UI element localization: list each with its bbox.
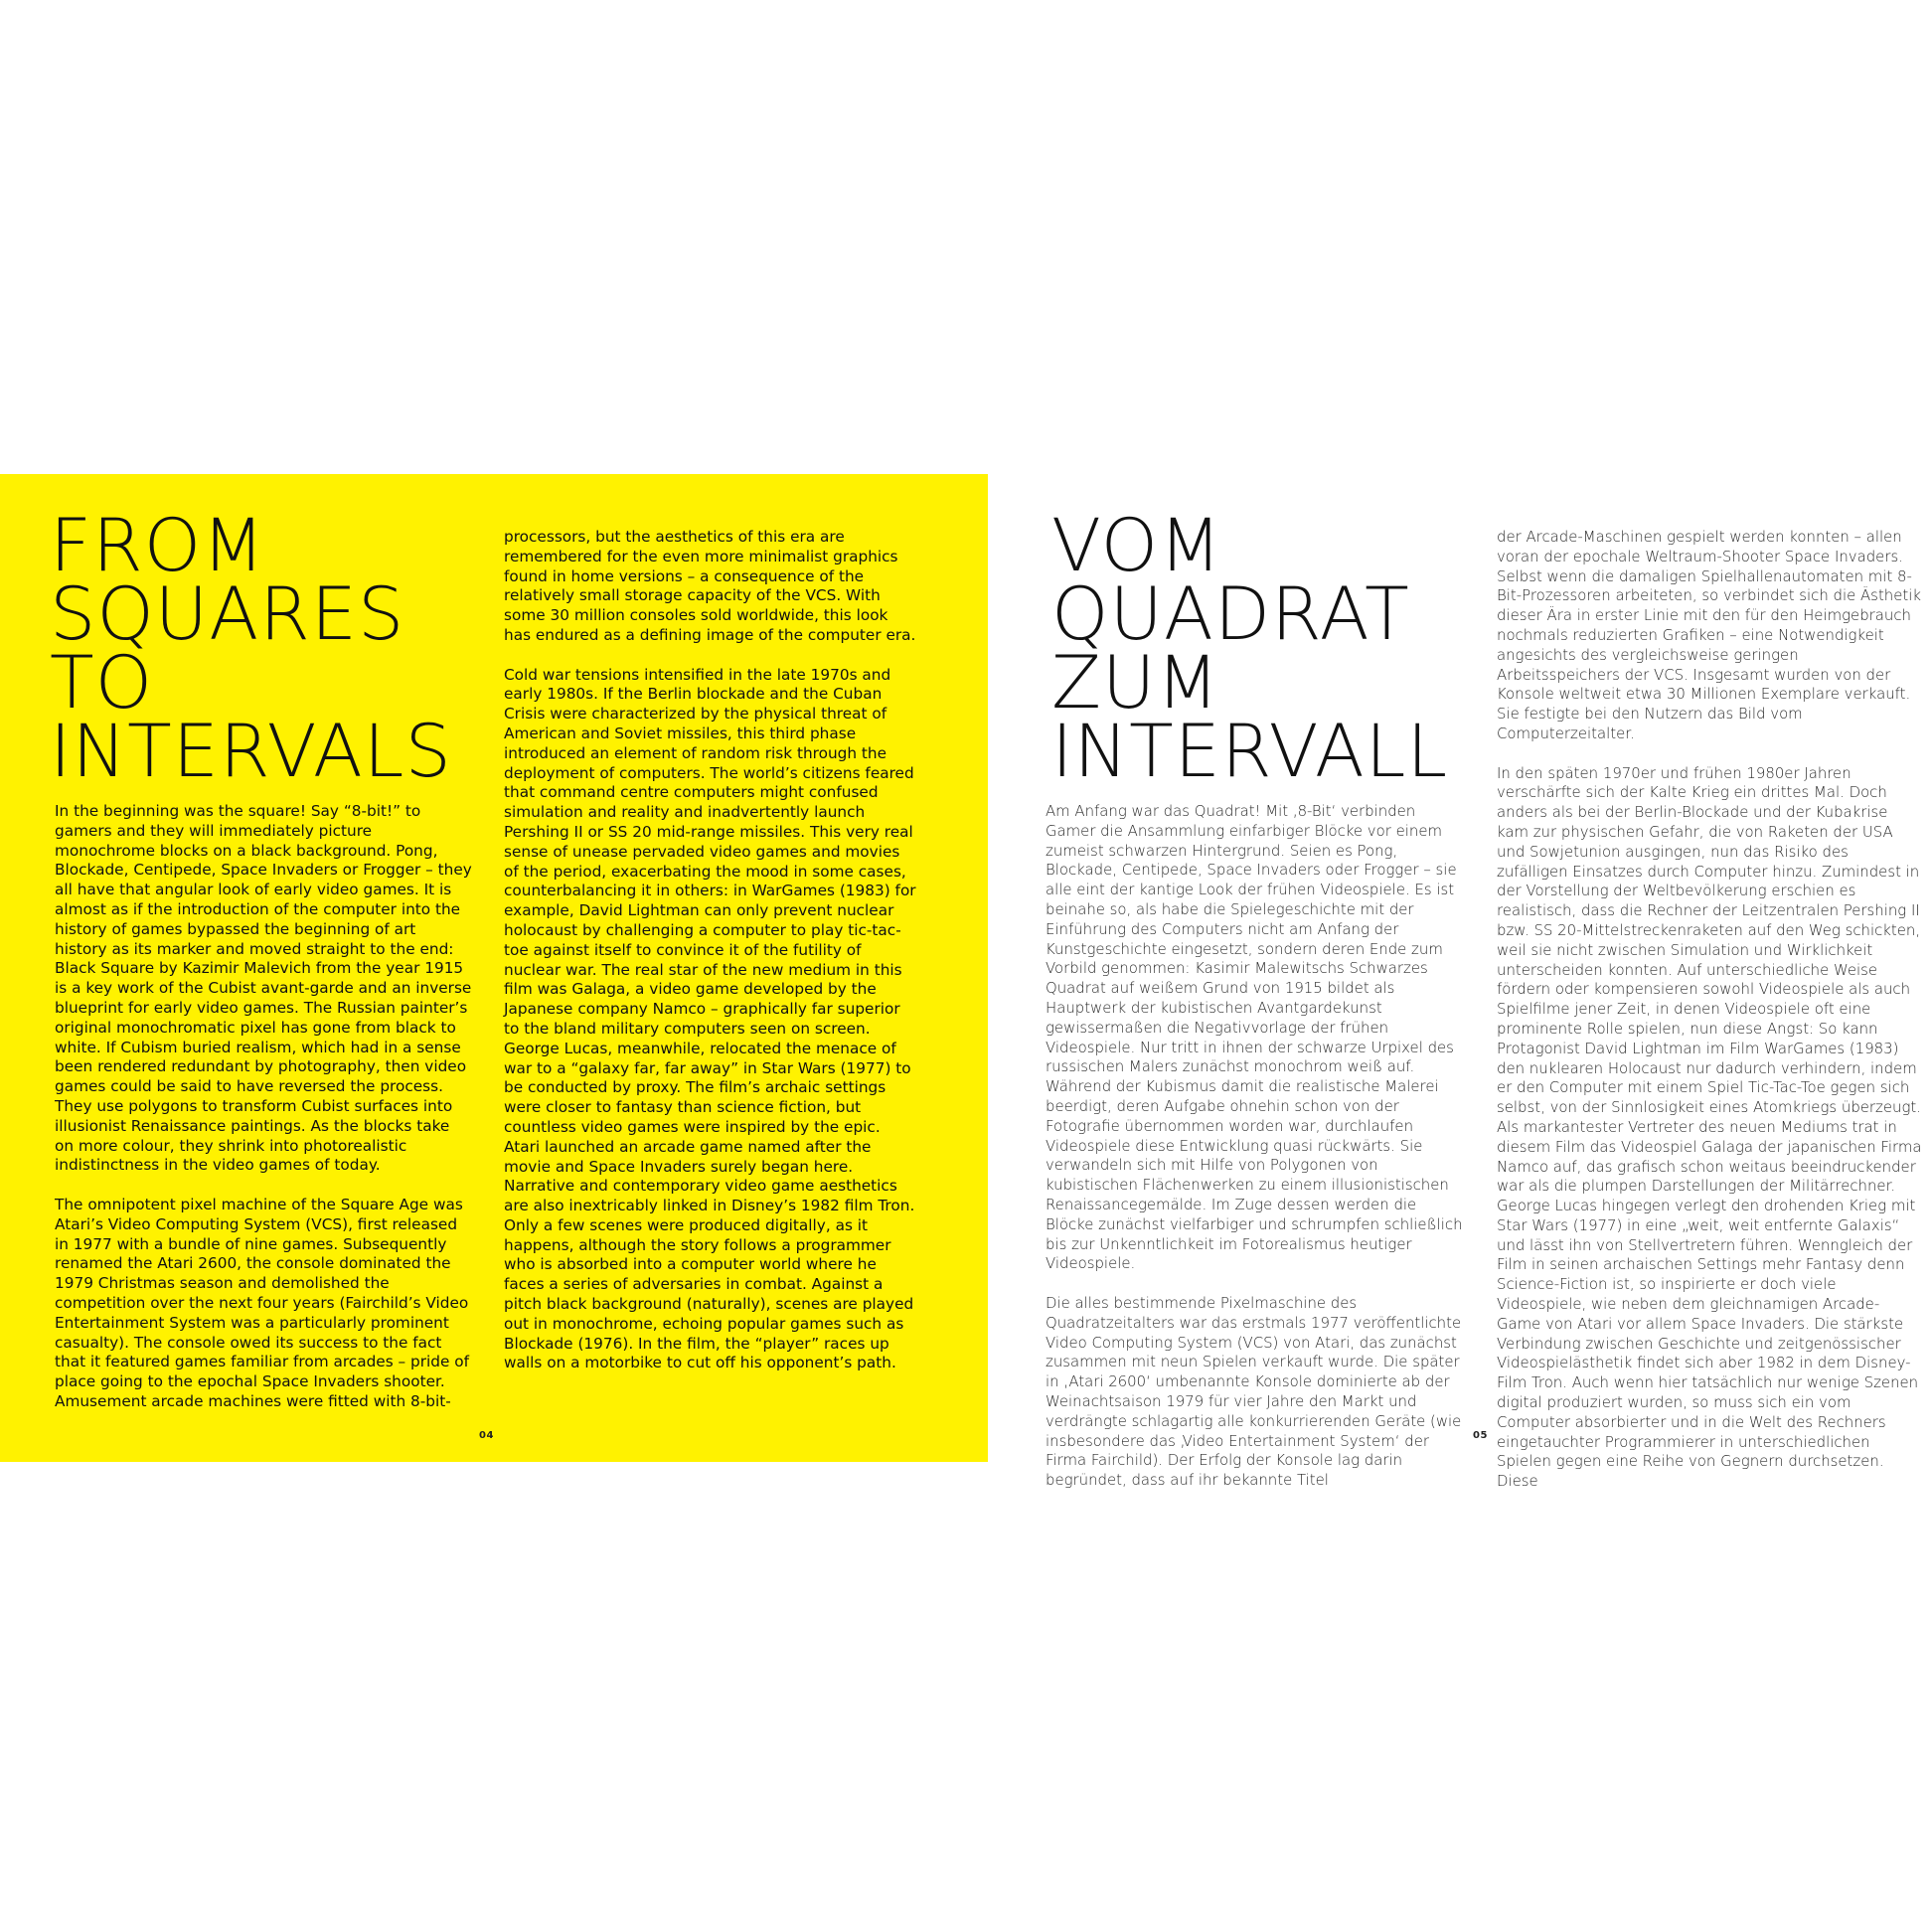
title-line: TO (50, 641, 154, 725)
title-line: ZUM (1051, 641, 1220, 725)
paragraph: The omnipotent pixel machine of the Square Age was Atari’s Video Computing System (VCS), first released in 1977 with a bundle of nine games. Subsequently renamed the Atari 2600, the console dominated the 1979 Christmas season and demolished the competition over the next four years (Fairchild’s Video Entertainment System was a particularly prominent casualty). The console owed its success to the fact that it featured games familiar from arcades – pride of place going to the epochal Space Invaders shooter. Amusement arcade machines were fitted with 8-bit- (55, 1195, 470, 1410)
title-line: VOM (1051, 504, 1223, 588)
left-column-2 (504, 528, 917, 1373)
paragraph: Die alles bestimmende Pixelmaschine des Quadratzeitalters war das erstmals 1977 veröffentlichte Video Computing System (VCS) von Atari, das zunächst zusammen mit neun Spielen verkauft wurde. Die später in ‚Atari 2600‘ umbenannte Konsole dominierte ab der Weinachtsaison 1979 für vier Jahre den Markt und verdrängte schlagartig alle konkurrierenden Geräte (wie insbesondere das ‚Video Entertainment System‘ der Firma Fairchild). Der Erfolg der Konsole lag darin begründet, dass auf ihr bekannte Titel (1046, 1293, 1462, 1490)
title-line: SQUARES (50, 572, 405, 657)
paragraph: processors, but the aesthetics of this era are remembered for the even more minimalist graphics found in home versions – a consequence of the relatively small storage capacity of the VCS. With some 30 million consoles sold worldwide, this look has endured as a defining image of the computer era. (504, 528, 916, 644)
paragraph: In den späten 1970er und frühen 1980er Jahren verschärfte sich der Kalte Krieg ein drittes Mal. Doch anders als bei der Berlin-Blockade und der Kubakrise kam zur physischen Gefahr, die von Raketen der USA und Sowjetunion ausgingen, nun das Risiko des zufälligen Einsatzes durch Computer hinzu. Zumindest in der Vorstellung der Weltbevölkerung erschien es realistisch, dass die Rechner der Leitzentralen Pershing II bzw. SS 20-Mittelstreckenraketen auf den Weg schickten, weil sie nicht zwischen Simulation und Wirklichkeit unterscheiden konnten. Auf unterschiedliche Weise fördern oder kompensieren sowohl Videospiele als auch Spielfilme jener Zeit, in denen Videospiele oft eine prominente Rolle spielen, nun diese Angst: So kann Protagonist David Lightman im Film WarGames (1983) den nuklearen Holocaust nur dadurch verhindern, indem er den Computer mit einem Spiel Tic-Tac-Toe gegen sich selbst, von der Sinnlosigkeit eines Atomkriegs überzeugt. Als markantester Vertreter des neuen Mediums trat in diesem Film das Videospiel Galaga der japanischen Firma Namco auf, das grafisch schon weitaus beeindruckender war als die plumpen Darstellungen der Militärrechner. George Lucas hingegen verlegt den drohenden Krieg mit Star Wars (1977) in eine „weit, weit entfernte Galaxis“ und lässt ihn von Stellvertretern führen. Wenngleich der Film in seinen archaischen Settings mehr Fantasy denn Science-Fiction ist, so inspirierte er doch viele Videospiele, wie neben dem gleichnamigen Arcade-Game von Atari vor allem Space Invaders. Die stärkste Verbindung zwischen Geschichte und zeitgenössischer Videospielästhetik findet sich aber 1982 in dem Disney-Film Tron. Auch wenn hier tatsächlich nur wenige Szenen digital produziert wurden, so muss sich ein vom Computer absorbierter und in die Welt des Rechners eingetauchter Programmierer in unterschiedlichen Spielen gegen eine Reihe von Gegnern durchsetzen. Diese (1497, 763, 1922, 1491)
right-page-german (988, 474, 1932, 1491)
paragraph: In the beginning was the square! Say “8-bit!” to gamers and they will immediately picture monochrome blocks on a black background. Pong, Blockade, Centipede, Space Invaders or Frogger – they all have that angular look of early video games. It is almost as if the introduction of the computer into the history of games bypassed the beginning of art history as its marker and moved straight to the end: Black Square by Kazimir Malevich from the year 1915 is a key work of the Cubist avant-garde and an inverse blueprint for early video games. The Russian painter’s original monochromatic pixel has gone from black to white. If Cubism buried realism, which had in a sense been rendered redundant by photography, then video games could be said to have reversed the process. They use polygons to transform Cubist surfaces into illusionist Renaissance paintings. As the blocks take on more colour, they shrink into photorealistic indistinctness in the video games of today. (55, 802, 472, 1175)
right-column-1 (1046, 802, 1463, 1491)
right-column-2 (1497, 528, 1922, 1492)
book-spread (0, 474, 1932, 1491)
title-line: INTERVALS (50, 710, 452, 794)
paragraph: Cold war tensions intensified in the late 1970s and early 1980s. If the Berlin blockade and the Cuban Crisis were characterized by the physical threat of American and Soviet missiles, this third phase introduced an element of random risk through the deployment of computers. The world’s citizens feared that command centre computers might confused simulation and reality and inadvertently launch Pershing II or SS 20 mid-range missiles. This very real sense of unease pervaded video games and movies of the period, exacerbating the mood in some cases, counterbalancing it in others: in WarGames (1983) for example, David Lightman can only prevent nuclear holocaust by challenging a computer to play tic-tac-toe against itself to convince it of the futility of nuclear war. The real star of the new medium in this film was Galaga, a video game developed by the Japanese company Namco – graphically far superior to the bland military computers seen on screen. George Lucas, meanwhile, relocated the menace of war to a “galaxy far, far away” in Star Wars (1977) to be conducted by proxy. The film’s archaic settings were closer to fantasy than science fiction, but countless video games were inspired by the epic. Atari launched an arcade game named after the movie and Space Invaders surely began here. Narrative and contemporary video game aesthetics are also inextricably linked in Disney’s 1982 film Tron. Only a few scenes were produced digitally, as it happens, although the story follows a programmer who is absorbed into a computer world where he faces a series of adversaries in combat. Against a pitch black background (naturally), scenes are played out in monochrome, echoing popular games such as Blockade (1976). In the film, the “player” races up walls on a motorbike to cut off his opponent’s path. (504, 665, 916, 1372)
page-number: 04 (479, 1430, 494, 1441)
right-page-title (1051, 504, 1449, 794)
title-line: FROM (50, 504, 266, 588)
title-line: INTERVALL (1051, 710, 1449, 794)
page-number: 05 (1473, 1430, 1488, 1441)
paragraph: Am Anfang war das Quadrat! Mit ‚8-Bit‘ verbinden Gamer die Ansammlung einfarbiger Blöcke vor einem zumeist schwarzen Hintergrund. Seien es Pong, Blockade, Centipede, Space Invaders oder Frogger – sie alle eint der kantige Look der frühen Videospiele. Es ist beinahe so, als habe die Spielegeschichte mit der Einführung des Computers nicht am Anfang der Kunstgeschichte eingesetzt, sondern deren Ende zum Vorbild genommen: Kasimir Malewitschs Schwarzes Quadrat auf weißem Grund von 1915 bildet als Hauptwerk der kubistischen Avantgardekunst gewissermaßen die Negativvorlage der frühen Videospiele. Nur tritt in ihnen der schwarze Urpixel des russischen Malers zunächst monochrom weiß auf. Während der Kubismus damit die realistische Malerei beerdigt, deren Aufgabe ohnehin schon von der Fotografie übernommen worden war, durchlaufen Videospiele diese Entwicklung quasi rückwärts. Sie verwandeln sich mit Hilfe von Polygonen von kubistischen Flächenwerken zu einem illusionistischen Renaissancegemälde. Im Zuge dessen werden die Blöcke zunächst vielfarbiger und schrumpfen schließlich bis zur Unkenntlichkeit im Fotorealismus heutiger Videospiele. (1046, 802, 1463, 1273)
left-page-title (50, 504, 452, 794)
title-line: QUADRAT (1051, 572, 1410, 657)
paragraph: der Arcade-Maschinen gespielt werden konnten – allen voran der epochale Weltraum-Shooter Space Invaders. Selbst wenn die damaligen Spielhallenautomaten mit 8-Bit-Prozessoren arbeiteten, so verbindet sich die Ästhetik dieser Ära in erster Linie mit den für den Heimgebrauch nochmals reduzierten Grafiken – eine Notwendigkeit angesichts des vergleichsweise geringen Arbeitsspeichers der VCS. Insgesamt wurden von der Konsole weltweit etwa 30 Millionen Exemplare verkauft. Sie festigte bei den Nutzern das Bild vom Computerzeitalter. (1497, 528, 1921, 742)
left-column-1 (55, 802, 472, 1412)
left-page-english (0, 474, 988, 1462)
